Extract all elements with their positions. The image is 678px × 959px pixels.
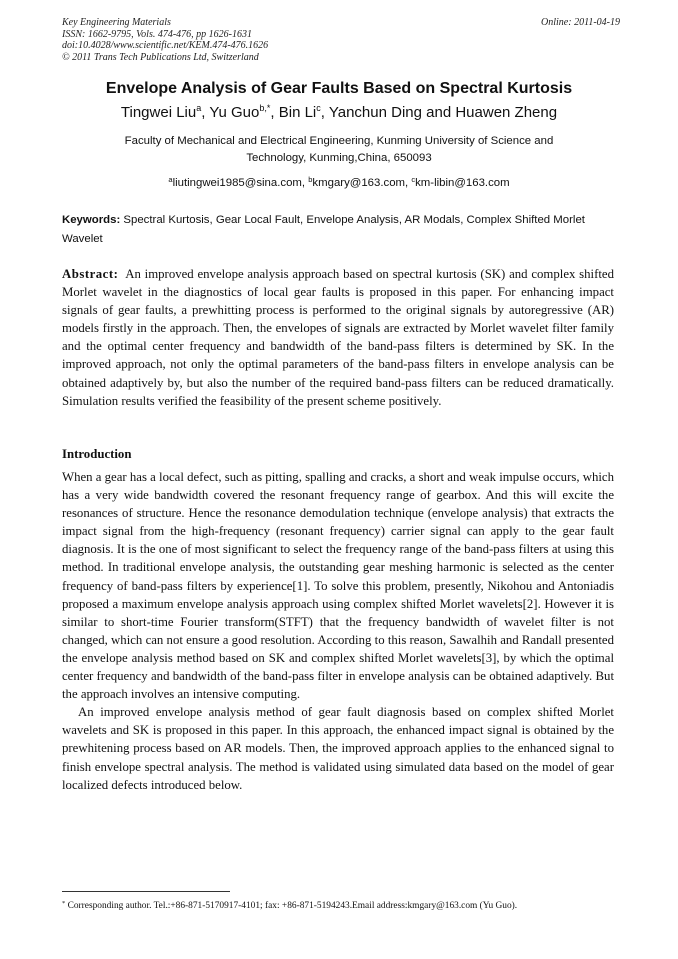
journal-doi: doi:10.4028/www.scientific.net/KEM.474-476.1626: [62, 40, 269, 51]
paper-title: Envelope Analysis of Gear Faults Based on Spectral Kurtosis: [105, 80, 573, 97]
introduction-section: [62, 468, 614, 794]
journal-name: Key Engineering Materials: [62, 17, 171, 28]
author-name: Bin Li: [278, 104, 317, 121]
author-separator: ,: [201, 104, 210, 121]
abstract-label: Abstract:: [62, 267, 119, 281]
keywords-label: Keywords:: [62, 214, 121, 226]
journal-copyright: © 2011 Trans Tech Publications Ltd, Switzerland: [62, 51, 259, 63]
paragraph: An improved envelope analysis method of gear fault diagnosis based on complex shifted Morlet wavelets and SK is proposed in this paper. In this approach, the enhanced impact signal is obtained by the prewhitening process based on AR models. Then, the improved approach applies to the enhanced signal to finish envelope spectral analysis. The method is validated using simulated data based on the model of gear localized defects introduced below.: [62, 705, 614, 792]
author-list: [0, 103, 678, 123]
author-affiliation-mark: c: [316, 103, 321, 113]
email-address: km-libin@163.com: [415, 177, 510, 189]
author-affiliation-mark: b,*: [259, 103, 271, 113]
author-name: Tingwei Liu: [120, 104, 197, 121]
footnote-divider: [62, 891, 230, 892]
footnote-mark: *: [62, 900, 66, 907]
paragraph: When a gear has a local defect, such as pitting, spalling and cracks, a short and weak impulse occurs, which has a very wide bandwidth covered the resonant frequency range of gearbox. And this will excite the resonances of structure. Hence the resonance demodulation technique (envelope analysis) that extracts the impact signal from the high-frequency (resonant frequency) carrier signal can apply to the gear fault diagnosis. It is the one of most significant to select the frequency range of the band-pass filters at using this method. In traditional envelope analysis, the outstanding gear meshing harmonic is selected as the center frequency of band-pass filters by experience[1]. To solve this problem, presently, Nikohou and Antoniadis proposed a maximum envelope analysis approach using complex shifted Morlet wavelets[2]. However it is similar to short-time Fourier transform(STFT) that the frequency bandwidth of wavelet filter is not changed, which can not ensure a good resolution. According to this reason, Sawalhih and Randall presented the envelope analysis method based on SK and complex shifted Morlet wavelets[3], by which the optimal center frequency and bandwidth of the band-pass filter in envelope analysis can be obtained adaptively. But the approach involves an intensive computing.: [62, 470, 614, 702]
affiliation-line: Technology, Kunming,China, 650093: [246, 152, 432, 164]
section-heading: Introduction: [62, 447, 132, 461]
author-name: Yanchun Ding: [328, 104, 422, 121]
journal-header: [62, 17, 620, 63]
abstract: [62, 265, 614, 410]
author-name: Yu Guo: [209, 104, 260, 121]
footnote-text: Corresponding author. Tel.:+86-871-5170917-4101; fax: +86-871-5194243.Email address:kmgary@163.com (Yu Guo).: [67, 901, 518, 911]
footnote: [62, 900, 622, 912]
affiliation: [0, 133, 678, 167]
author-name: Huawen Zheng: [455, 104, 558, 121]
author-emails: $^a$liutingwei1985@sina.com, $^b$kmgary@163.com, $^c$km-libin@163.com: [168, 175, 510, 189]
email-mark: b: [308, 175, 313, 184]
email-mark: c: [411, 175, 416, 184]
keywords-text: Spectral Kurtosis, Gear Local Fault, Envelope Analysis, AR Modals, Complex Shifted Morlet Wavelet: [62, 214, 585, 245]
keywords: [62, 211, 614, 249]
author-affiliation-mark: a: [196, 103, 202, 113]
online-date: Online: 2011-04-19: [541, 17, 620, 28]
author-separator: ,: [320, 104, 329, 121]
email-address: kmgary@163.com: [312, 177, 406, 189]
abstract-text: An improved envelope analysis approach based on spectral kurtosis (SK) and complex shifted Morlet wavelet in the diagnostics of local gear faults is proposed in this paper. For enhancing impact signals of gear faults, a prewhitting process is performed to the original signals by autoregressive (AR) models firstly in the approach. Then, the envelopes of signals are extracted by Morlet wavelet filter family and the optimal center frequency and bandwidth of the band-pass filters is determined by SK. In the improved approach, not only the optimal parameters of the band-pass filters in envelope analysis can be obtained adaptively by, but also the number of the required band-pass filters can be reduced dramatically. Simulation results verified the feasibility of the present scheme positively.: [62, 267, 614, 408]
affiliation-line: Faculty of Mechanical and Electrical Engineering, Kunming University of Science and: [124, 135, 554, 147]
journal-issn: ISSN: 1662-9795, Vols. 474-476, pp 1626-1631: [62, 28, 252, 40]
author-and: and: [421, 104, 456, 121]
email-mark: a: [168, 175, 173, 184]
author-separator: ,: [270, 104, 279, 121]
email-address: liutingwei1985@sina.com: [172, 177, 302, 189]
